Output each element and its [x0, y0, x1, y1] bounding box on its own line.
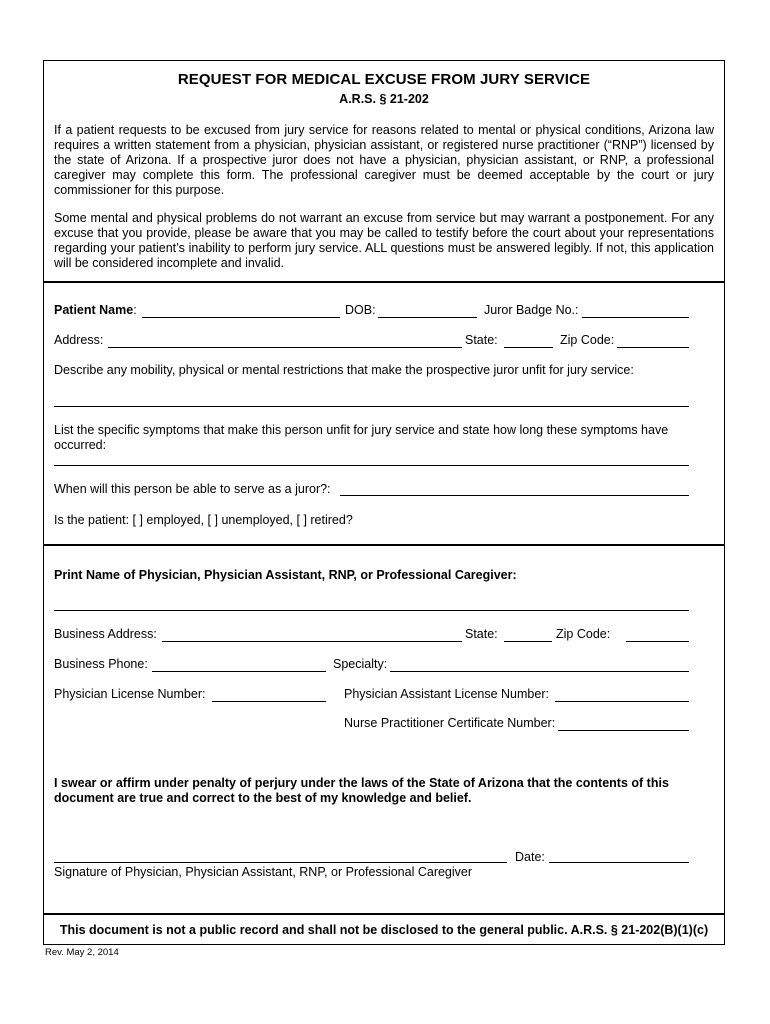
business-phone-field[interactable] [152, 671, 326, 672]
business-zip-field[interactable] [626, 641, 689, 642]
pa-license-field[interactable] [555, 701, 689, 702]
date-label: Date: [515, 850, 545, 864]
form-title: REQUEST FOR MEDICAL EXCUSE FROM JURY SERVICE [177, 71, 591, 88]
statute-reference: A.R.S. § 21-202 [339, 92, 429, 106]
section-divider [44, 281, 724, 283]
juror-badge-label: Juror Badge No.: [484, 303, 579, 317]
intro-paragraph-1: If a patient requests to be excused from jury service for reasons related to mental or physical conditions, Arizona law requires a written statement from a physician, physician assistant, or registered nurse practitioner (“RNP”) licensed by the state of Arizona. If a prospective juror does not have a physician, physician assistant, or RNP, a professional caregiver may complete this form. The professional caregiver must be deemed acceptable by the court or jury commissioner for this purpose. [54, 123, 714, 197]
business-phone-label: Business Phone: [54, 657, 148, 671]
patient-name-label: Patient Name [54, 303, 134, 317]
section-divider [44, 544, 724, 546]
business-zip-label: Zip Code: [556, 627, 611, 641]
date-field[interactable] [549, 862, 689, 863]
business-state-label: State: [465, 627, 498, 641]
address-field[interactable] [108, 347, 462, 348]
business-address-label: Business Address: [54, 627, 157, 641]
perjury-oath: I swear or affirm under penalty of perjury under the laws of the State of Arizona that the contents of this document are true and correct to the best of my knowledge and belief. [54, 776, 669, 805]
np-certificate-field[interactable] [558, 730, 689, 731]
specialty-field[interactable] [390, 671, 689, 672]
signature-field[interactable] [54, 862, 507, 863]
intro-paragraph-2: Some mental and physical problems do not warrant an excuse from service but may warrant a postponement. For any excuse that you provide, please be aware that you may be called to testify before the court about your representations regarding your patient’s inability to perform jury service. ALL questions must be answered legibly. If not, this application will be considered incomplete and invalid. [54, 211, 714, 270]
state-field[interactable] [504, 347, 553, 348]
symptoms-field[interactable] [54, 465, 689, 466]
juror-badge-field[interactable] [582, 317, 689, 318]
availability-label: When will this person be able to serve as a juror?: [54, 482, 331, 496]
zip-code-label: Zip Code: [560, 333, 615, 347]
state-label: State: [465, 333, 498, 347]
signature-label: Signature of Physician, Physician Assistant, RNP, or Professional Caregiver [54, 865, 473, 879]
business-address-field[interactable] [162, 641, 462, 642]
employment-status-question[interactable]: Is the patient: [ ] employed, [ ] unemployed, [ ] retired? [54, 513, 353, 527]
business-state-field[interactable] [504, 641, 552, 642]
specialty-label: Specialty: [333, 657, 388, 671]
section-divider [44, 913, 724, 915]
provider-name-label: Print Name of Physician, Physician Assistant, RNP, or Professional Caregiver: [54, 568, 517, 582]
pa-license-label: Physician Assistant License Number: [344, 687, 549, 701]
confidentiality-notice: This document is not a public record and shall not be disclosed to the general public. A.R.S. § 21-202(B)(1)(c) [59, 923, 709, 937]
availability-field[interactable] [340, 495, 689, 496]
physician-license-field[interactable] [212, 701, 326, 702]
address-label: Address: [54, 333, 104, 347]
restrictions-label: Describe any mobility, physical or mental restrictions that make the prospective juror unfit for jury service: [54, 363, 634, 377]
provider-name-field[interactable] [54, 610, 689, 611]
symptoms-label: List the specific symptoms that make this person unfit for jury service and state how long these symptoms have occurred: [54, 423, 669, 452]
dob-label: DOB: [345, 303, 376, 317]
physician-license-label: Physician License Number: [54, 687, 206, 701]
revision-date: Rev. May 2, 2014 [45, 947, 119, 958]
restrictions-field[interactable] [54, 406, 689, 407]
zip-code-field[interactable] [617, 347, 689, 348]
np-certificate-label: Nurse Practitioner Certificate Number: [344, 716, 556, 730]
dob-field[interactable] [378, 317, 477, 318]
patient-name-field[interactable] [142, 317, 340, 318]
patient-name-row: Patient Name: [54, 303, 137, 317]
form-frame [43, 60, 725, 945]
